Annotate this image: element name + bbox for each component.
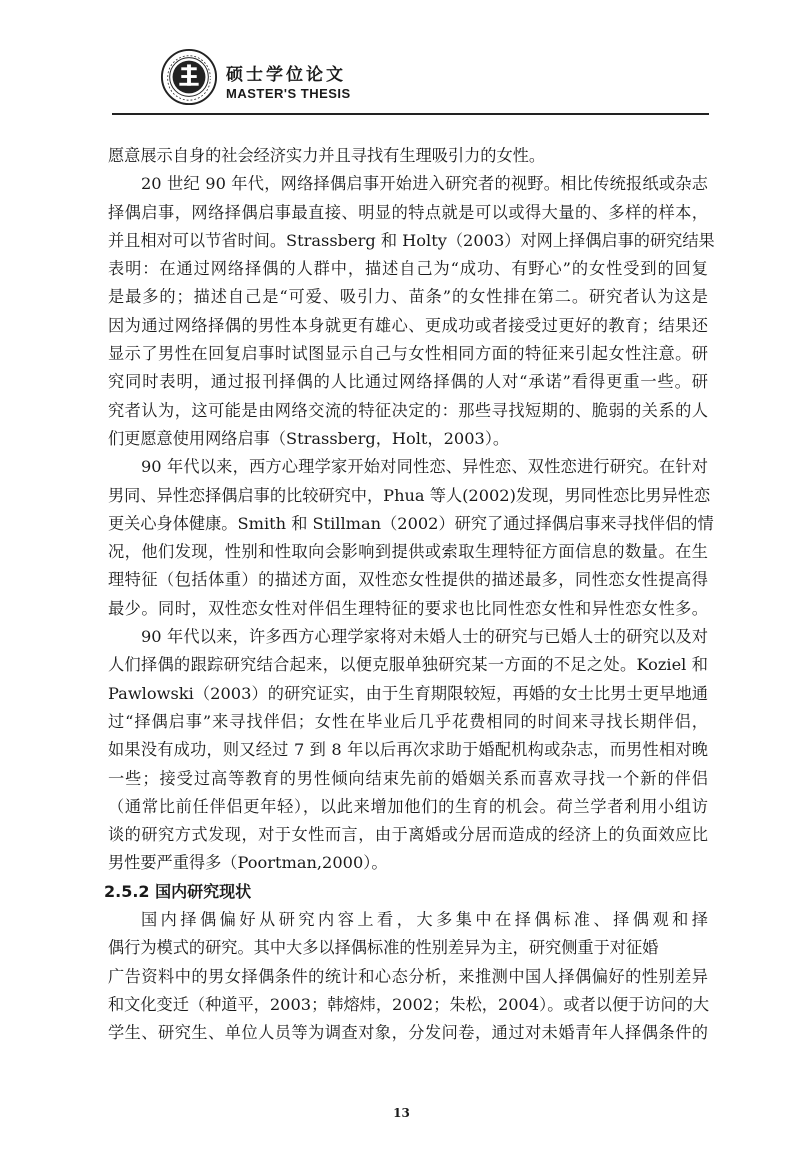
paragraph-line: 男性要严重得多（Poortman,2000）。 xyxy=(108,853,388,873)
paragraph-line: （通常比前任伴侣更年轻），以此来增加他们的生育的机会。荷兰学者利用小组访 xyxy=(108,796,708,816)
paragraph-line: 究同时表明，通过报刊择偶的人比通过网络择偶的人对“承诺”看得更重一些。研 xyxy=(108,372,708,392)
paragraph-line: 过“择偶启事”来寻找伴侣；女性在毕业后几乎花费相同的时间来寻找长期伴侣， xyxy=(108,711,708,731)
paragraph-line: 更关心身体健康。Smith 和 Stillman（2002）研究了通过择偶启事来寻找伴侣的情 xyxy=(108,513,714,533)
paragraph-line: 最少。同时，双性恋女性对伴侣生理特征的要求也比同性恋女性和异性恋女性多。 xyxy=(108,598,708,618)
university-seal-logo xyxy=(160,48,218,106)
paragraph-line: 国内择偶偏好从研究内容上看，大多集中在择偶标准、择偶观和择 xyxy=(141,910,708,930)
paragraph-line: 90 年代以来，西方心理学家开始对同性恋、异性恋、双性恋进行研究。在针对 xyxy=(141,457,708,477)
header-divider xyxy=(112,113,709,115)
paragraph-line: 愿意展示自身的社会经济实力并且寻找有生理吸引力的女性。 xyxy=(108,146,546,165)
paragraph-line: 学生、研究生、单位人员等为调查对象，分发问卷，通过对未婚青年人择偶条件的 xyxy=(108,1023,708,1043)
paragraph-line: 人们择偶的跟踪研究结合起来，以便克服单独研究某一方面的不足之处。Koziel 和 xyxy=(108,655,708,675)
paragraph-line: 男同、异性恋择偶启事的比较研究中，Phua 等人(2002)发现，男同性恋比男异性恋 xyxy=(108,485,711,505)
paragraph-line: 们更愿意使用网络启事（Strassberg，Holt，2003）。 xyxy=(108,428,510,448)
paragraph-line: 究者认为，这可能是由网络交流的特征决定的：那些寻找短期的、脆弱的关系的人 xyxy=(108,400,708,420)
page-header xyxy=(160,40,720,110)
paragraph-line: 理特征（包括体重）的描述方面，双性恋女性提供的描述最多，同性恋女性提高得 xyxy=(108,570,708,590)
paragraph-line: 显示了男性在回复启事时试图显示自己与女性相同方面的特征来引起女性注意。研 xyxy=(108,344,708,364)
paragraph-line: 20 世纪 90 年代，网络择偶启事开始进入研究者的视野。相比传统报纸或杂志 xyxy=(141,174,708,194)
paragraph-line: 如果没有成功，则又经过 7 到 8 年以后再次求助于婚配机构或杂志，而男性相对晚 xyxy=(108,740,708,760)
section-heading: 2.5.2 国内研究现状 xyxy=(104,881,252,901)
body-text xyxy=(104,142,715,1048)
paragraph-line: 90 年代以来，许多西方心理学家将对未婚人士的研究与已婚人士的研究以及对 xyxy=(141,627,708,647)
paragraph-line: 谈的研究方式发现，对于女性而言，由于离婚或分居而造成的经济上的负面效应比 xyxy=(108,825,708,845)
paragraph-line: 因为通过网络择偶的男性本身就更有雄心、更成功或者接受过更好的教育；结果还 xyxy=(108,315,708,335)
page-number: 13 xyxy=(393,1106,410,1120)
paragraph-line: 并且相对可以节省时间。Strassberg 和 Holty（2003）对网上择偶启事的研究结果 xyxy=(108,230,715,250)
paragraph-line: 况，他们发现，性别和性取向会影响到提供或索取生理特征方面信息的数量。在生 xyxy=(108,542,708,562)
paragraph-line: 择偶启事，网络择偶启事最直接、明显的特点就是可以或得大量的、多样的样本， xyxy=(108,202,708,222)
paragraph-line: 是最多的；描述自己是“可爱、吸引力、苗条”的女性排在第二。研究者认为这是 xyxy=(108,287,708,307)
thesis-title-en: MASTER'S THESIS xyxy=(226,86,351,101)
paragraph-line: 广告资料中的男女择偶条件的统计和心态分析，来推测中国人择偶偏好的性别差异 xyxy=(108,966,708,986)
paragraph-line: 和文化变迁（种道平，2003；韩熔炜，2002；朱松，2004）。或者以便于访问的大 xyxy=(108,994,710,1014)
thesis-title-cn: 硕士学位论文 xyxy=(226,65,346,85)
paragraph-line: 一些；接受过高等教育的男性倾向结束先前的婚姻关系而喜欢寻找一个新的伴侣 xyxy=(108,768,708,788)
paragraph-line: 偶行为模式的研究。其中大多以择偶标准的性别差异为主，研究侧重于对征婚 xyxy=(108,938,659,958)
paragraph-line: 表明：在通过网络择偶的人群中，描述自己为“成功、有野心”的女性受到的回复 xyxy=(108,259,708,279)
paragraph-line: Pawlowski（2003）的研究证实，由于生育期限较短，再婚的女士比男士更早地通 xyxy=(108,683,708,703)
